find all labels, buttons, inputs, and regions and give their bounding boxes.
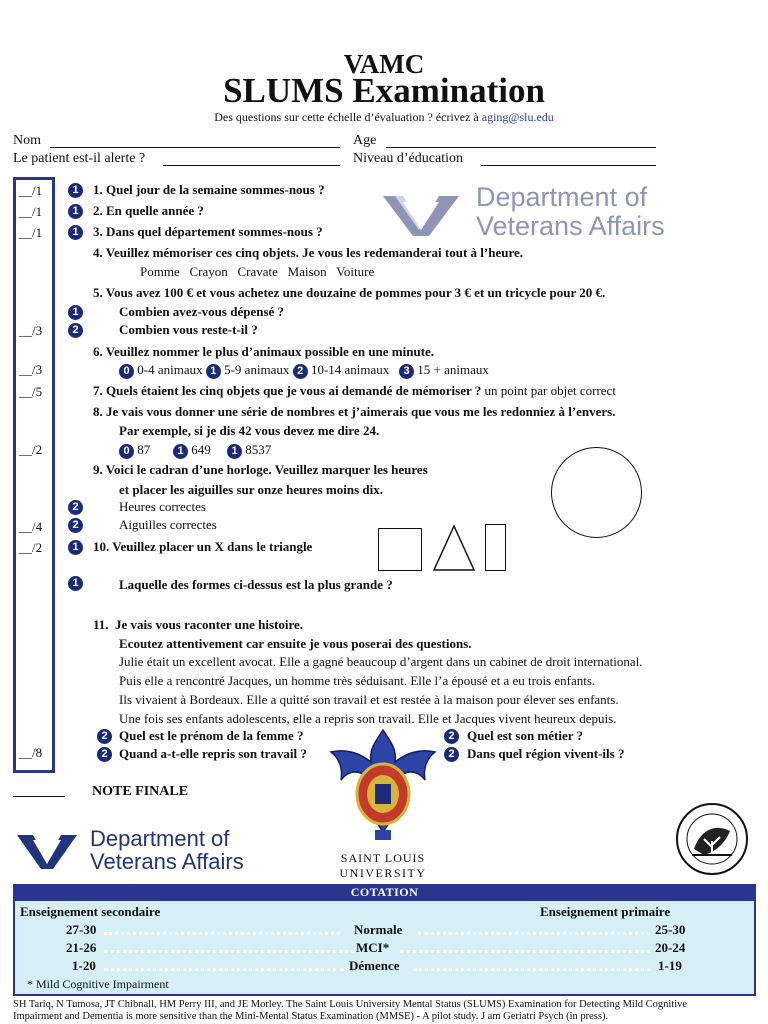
score-q8[interactable]: __/2 xyxy=(19,442,43,457)
question-1: 1. Quel jour de la semaine sommes-nous ? xyxy=(93,182,325,197)
alerte-field[interactable] xyxy=(163,165,340,166)
dotted-leader xyxy=(418,932,650,935)
question-9-opt2: Aiguilles correctes xyxy=(119,517,217,532)
triangle-shape[interactable] xyxy=(432,524,476,572)
cotation-row-2-label: MCI* xyxy=(356,940,390,955)
score-q7[interactable]: __/5 xyxy=(19,384,43,399)
points-1: 1 xyxy=(206,364,221,379)
dotted-leader xyxy=(104,932,340,935)
va-dept-bottom-line2: Veterans Affairs xyxy=(90,849,244,874)
vamc-label: VAMC xyxy=(343,49,425,79)
page-subtitle xyxy=(0,110,768,125)
story-line-1: Julie était un excellent avocat. Elle a gagné beaucoup d’argent dans un cabinet de droit international. xyxy=(119,654,643,669)
va-dept-line2: Veterans Affairs xyxy=(476,211,665,241)
cotation-title: COTATION xyxy=(350,885,419,899)
score-q1[interactable]: __/1 xyxy=(19,183,43,198)
points-1-q2: 1 xyxy=(68,204,83,219)
contact-email-link[interactable]: aging@slu.edu xyxy=(481,110,554,124)
q6-option-4: 15 + animaux xyxy=(417,362,489,377)
dotted-leader xyxy=(104,968,344,971)
points-1: 1 xyxy=(173,444,188,459)
va-dept-line1: Department of xyxy=(476,182,648,212)
points-2-q11b: 2 xyxy=(444,729,459,744)
points-2-q9a: 2 xyxy=(68,500,83,515)
points-0: 0 xyxy=(119,444,134,459)
points-2-q11d: 2 xyxy=(444,747,459,762)
clock-face-circle[interactable] xyxy=(551,447,642,538)
question-3: 3. Dans quel département sommes-nous ? xyxy=(93,224,323,239)
question-10b: Laquelle des formes ci-dessus est la plus grande ? xyxy=(119,577,393,592)
dotted-leader xyxy=(400,950,650,953)
question-7-text: 7. Quels étaient les cinq objets que je vous ai demandé de mémoriser ? xyxy=(93,383,482,398)
cotation-row-2-left: 21-26 xyxy=(66,940,97,955)
question-8: 8. Je vais vous donner une série de nombres et j’aimerais que vous me les redonniez à l’envers. xyxy=(93,404,616,419)
q8-option-2: 649 xyxy=(191,442,211,457)
points-1-q1: 1 xyxy=(68,183,83,198)
points-3: 3 xyxy=(399,364,414,379)
points-1-q10b: 1 xyxy=(68,576,83,591)
story-line-4: Une fois ses enfants adolescents, elle a repris son travail. Elle et Jacques vivent heureux depuis. xyxy=(119,711,617,726)
score-q6[interactable]: __/3 xyxy=(19,362,43,377)
question-11-b: Quel est son métier ? xyxy=(467,728,584,743)
points-1-q5a: 1 xyxy=(68,305,83,320)
question-11: 11. Je vais vous raconter une histoire. xyxy=(93,617,304,632)
cotation-row-1-right: 25-30 xyxy=(655,922,686,937)
va-logo-icon xyxy=(381,188,461,240)
question-11c: Quand a-t-elle repris son travail ? xyxy=(119,746,307,761)
va-logo-icon xyxy=(16,830,78,872)
cotation-row-1-label: Normale xyxy=(354,922,403,937)
alerte-label: Le patient est-il alerte ? xyxy=(13,151,146,166)
question-7-note: un point par objet correct xyxy=(484,383,616,398)
points-1: 1 xyxy=(227,444,242,459)
va-dept-bottom-line1: Department of xyxy=(90,826,230,851)
cotation-col-right: Enseignement primaire xyxy=(540,904,671,919)
age-field[interactable] xyxy=(386,147,656,148)
cotation-col-left: Enseignement secondaire xyxy=(20,904,161,919)
slu-name-line1: SAINT LOUIS xyxy=(340,851,426,865)
points-1-q3: 1 xyxy=(68,225,83,240)
score-q11[interactable]: __/8 xyxy=(19,745,43,760)
nom-label: Nom xyxy=(13,133,41,148)
score-q10[interactable]: __/2 xyxy=(19,540,43,555)
question-6-options xyxy=(119,362,489,379)
question-9b: et placer les aiguilles sur onze heures moins dix. xyxy=(119,482,383,497)
cotation-row-3-label: Démence xyxy=(349,958,400,973)
question-10: 10. Veuillez placer un X dans le triangle xyxy=(93,539,313,554)
story-line-3: Ils vivaient à Bordeaux. Elle a quitté son travail et est restée à la maison pour élever ses enfants. xyxy=(119,692,619,707)
note-finale-label: NOTE FINALE xyxy=(92,784,189,799)
question-9-opt1: Heures correctes xyxy=(119,499,206,514)
story-line-2: Puis elle a rencontré Jacques, un homme très séduisant. Elle l’a épousé et a eu trois enfants. xyxy=(119,673,596,688)
dotted-leader xyxy=(414,968,650,971)
question-2: 2. En quelle année ? xyxy=(93,203,204,218)
niveau-field[interactable] xyxy=(481,165,656,166)
question-6: 6. Veuillez nommer le plus d’animaux possible en une minute. xyxy=(93,344,435,359)
cotation-row-1-left: 27-30 xyxy=(66,922,97,937)
question-11d: Dans quel région vivent-ils ? xyxy=(467,746,625,761)
age-label: Age xyxy=(353,133,377,148)
square-shape[interactable] xyxy=(378,528,422,571)
q8-option-3: 8537 xyxy=(245,442,272,457)
points-2: 2 xyxy=(293,364,308,379)
question-9: 9. Voici le cadran d’une horloge. Veuillez marquer les heures xyxy=(93,462,428,477)
q6-option-1: 0-4 animaux xyxy=(137,362,203,377)
nom-field[interactable] xyxy=(50,147,340,148)
q6-option-2: 5-9 animaux xyxy=(224,362,290,377)
score-column-box xyxy=(13,177,55,773)
points-2-q5b: 2 xyxy=(68,323,83,338)
q8-option-1: 87 xyxy=(137,442,151,457)
niveau-label: Niveau d’éducation xyxy=(353,151,464,166)
cotation-row-2-right: 20-24 xyxy=(655,940,686,955)
question-8-example: Par exemple, si je dis 42 vous devez me dire 24. xyxy=(119,423,380,438)
question-8-options xyxy=(119,442,271,459)
note-finale-field[interactable] xyxy=(13,796,65,797)
question-11b: Ecoutez attentivement car ensuite je vous poserai des questions. xyxy=(119,636,472,651)
cotation-row-3-left: 1-20 xyxy=(72,958,96,973)
page-title: SLUMS Examination xyxy=(223,71,545,110)
points-2-q11a: 2 xyxy=(97,729,112,744)
question-5a: Combien avez-vous dépensé ? xyxy=(119,304,285,319)
citation-line-1: SH Tariq, N Tumosa, JT Chibnall, HM Perry III, and JE Morley. The Saint Louis University Mental Status (SLUMS) Examination for Detecting Mild Cognitive xyxy=(13,999,688,1010)
points-2-q11c: 2 xyxy=(97,747,112,762)
question-11a: Quel est le prénom de la femme ? xyxy=(119,728,304,743)
aging-successfully-logo-icon xyxy=(674,801,750,877)
slu-name-line2: UNIVERSITY xyxy=(339,866,427,880)
points-0: 0 xyxy=(119,364,134,379)
saint-louis-university-seal-icon xyxy=(325,728,441,842)
score-q2[interactable]: __/1 xyxy=(19,204,43,219)
question-4-objects: Pomme Crayon Cravate Maison Voiture xyxy=(140,264,375,279)
score-q5[interactable]: __/3 xyxy=(19,323,43,338)
score-q3[interactable]: __/1 xyxy=(19,225,43,240)
rectangle-shape[interactable] xyxy=(485,524,506,571)
cotation-footnote: * Mild Cognitive Impairment xyxy=(27,977,169,991)
question-4: 4. Veuillez mémoriser ces cinq objets. Je vous les redemanderai tout à l’heure. xyxy=(93,245,524,260)
dotted-leader xyxy=(104,950,354,953)
q6-option-3: 10-14 animaux xyxy=(310,362,390,377)
score-q9[interactable]: __/4 xyxy=(19,519,43,534)
question-5b: Combien vous reste-t-il ? xyxy=(119,322,258,337)
points-2-q9b: 2 xyxy=(68,518,83,533)
question-5: 5. Vous avez 100 € et vous achetez une douzaine de pommes pour 3 € et un tricycle pour 20 €. xyxy=(93,285,606,300)
question-7 xyxy=(93,383,616,399)
citation-line-2: Impairment and Dementia is more sensitive than the Mini-Mental Status Examination (MMSE) - A pilot study. J am Geriatri Psych (in press). xyxy=(13,1011,609,1022)
points-1-q10: 1 xyxy=(68,540,83,555)
cotation-row-3-right: 1-19 xyxy=(658,958,682,973)
subtitle-text: Des questions sur cette échelle d’évaluation ? écrivez à xyxy=(214,110,482,124)
